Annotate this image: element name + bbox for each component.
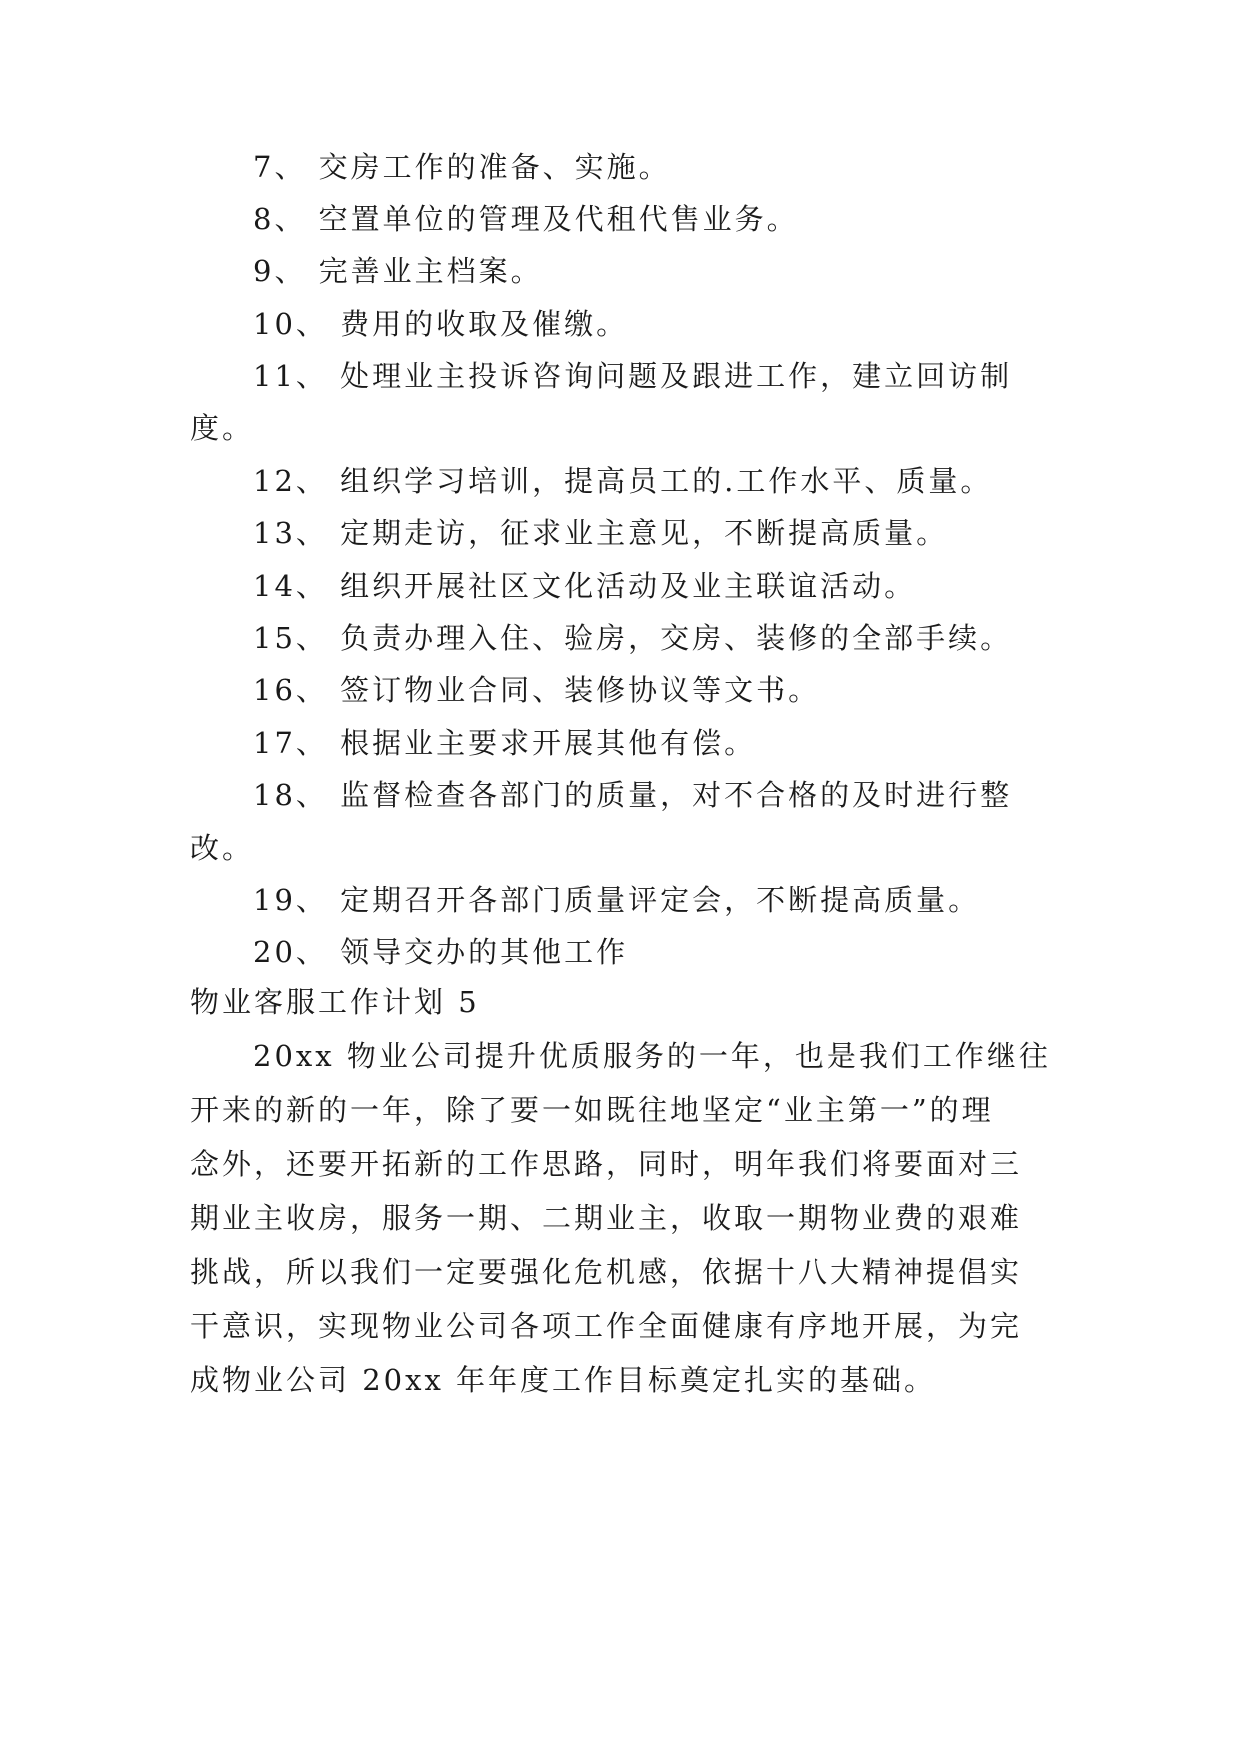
- item-text: 交房工作的准备、实施。: [318, 150, 671, 184]
- item-text: 处理业主投诉咨询问题及跟进工作，建立回访制: [340, 359, 1013, 393]
- item-text: 签订物业合同、装修协议等文书。: [340, 673, 821, 707]
- paragraph-line: 期业主收房，服务一期、二期业主，收取一期物业费的艰难: [190, 1201, 1023, 1235]
- item-number: 9、: [253, 254, 307, 288]
- item-text: 组织开展社区文化活动及业主联谊活动。: [340, 569, 917, 603]
- list-item: [253, 566, 916, 606]
- list-item-continuation: 度。: [190, 411, 255, 445]
- list-item: [253, 251, 543, 291]
- paragraph-line: 挑战，所以我们一定要强化危机感，依据十八大精神提倡实: [190, 1255, 1023, 1289]
- paragraph-line: 干意识，实现物业公司各项工作全面健康有序地开展，为完: [190, 1309, 1023, 1343]
- list-item: [253, 147, 671, 187]
- item-number: 13、: [253, 516, 328, 550]
- list-item: [253, 199, 799, 239]
- item-text: 完善业主档案。: [318, 254, 543, 288]
- item-text: 监督检查各部门的质量，对不合格的及时进行整: [340, 778, 1013, 812]
- paragraph-line: 20xx 物业公司提升优质服务的一年，也是我们工作继往: [253, 1039, 1051, 1073]
- list-item: [253, 618, 1012, 658]
- item-text: 费用的收取及催缴。: [340, 307, 629, 341]
- list-item: [253, 356, 1012, 396]
- item-number: 20、: [253, 935, 328, 969]
- paragraph-line: 念外，还要开拓新的工作思路，同时，明年我们将要面对三: [190, 1147, 1023, 1181]
- paragraph-line: 成物业公司 20xx 年年度工作目标奠定扎实的基础。: [190, 1363, 937, 1397]
- item-text: 领导交办的其他工作: [340, 935, 629, 969]
- list-item: [253, 723, 756, 763]
- list-item: [253, 932, 628, 972]
- item-number: 15、: [253, 621, 328, 655]
- list-item: [253, 513, 948, 553]
- item-number: 7、: [253, 150, 307, 184]
- list-item: [253, 670, 820, 710]
- paragraph-line: 开来的新的一年，除了要一如既往地坚定“业主第一”的理: [190, 1093, 994, 1127]
- item-text: 根据业主要求开展其他有偿。: [340, 726, 757, 760]
- item-text: 定期召开各部门质量评定会，不断提高质量。: [340, 883, 981, 917]
- item-number: 8、: [253, 202, 307, 236]
- section-title: 物业客服工作计划 5: [190, 985, 480, 1019]
- list-item: [253, 461, 992, 501]
- item-text: 负责办理入住、验房，交房、装修的全部手续。: [340, 621, 1013, 655]
- item-number: 11、: [253, 359, 328, 393]
- item-text: 组织学习培训，提高员工的.工作水平、质量。: [340, 464, 993, 498]
- item-number: 17、: [253, 726, 328, 760]
- item-text: 定期走访，征求业主意见，不断提高质量。: [340, 516, 949, 550]
- item-number: 18、: [253, 778, 328, 812]
- item-number: 12、: [253, 464, 328, 498]
- list-item: [253, 304, 628, 344]
- list-item: [253, 880, 980, 920]
- item-number: 14、: [253, 569, 328, 603]
- item-text: 空置单位的管理及代租代售业务。: [318, 202, 799, 236]
- item-number: 10、: [253, 307, 328, 341]
- item-number: 16、: [253, 673, 328, 707]
- list-item: [253, 775, 1012, 815]
- item-number: 19、: [253, 883, 328, 917]
- list-item-continuation: 改。: [190, 831, 255, 865]
